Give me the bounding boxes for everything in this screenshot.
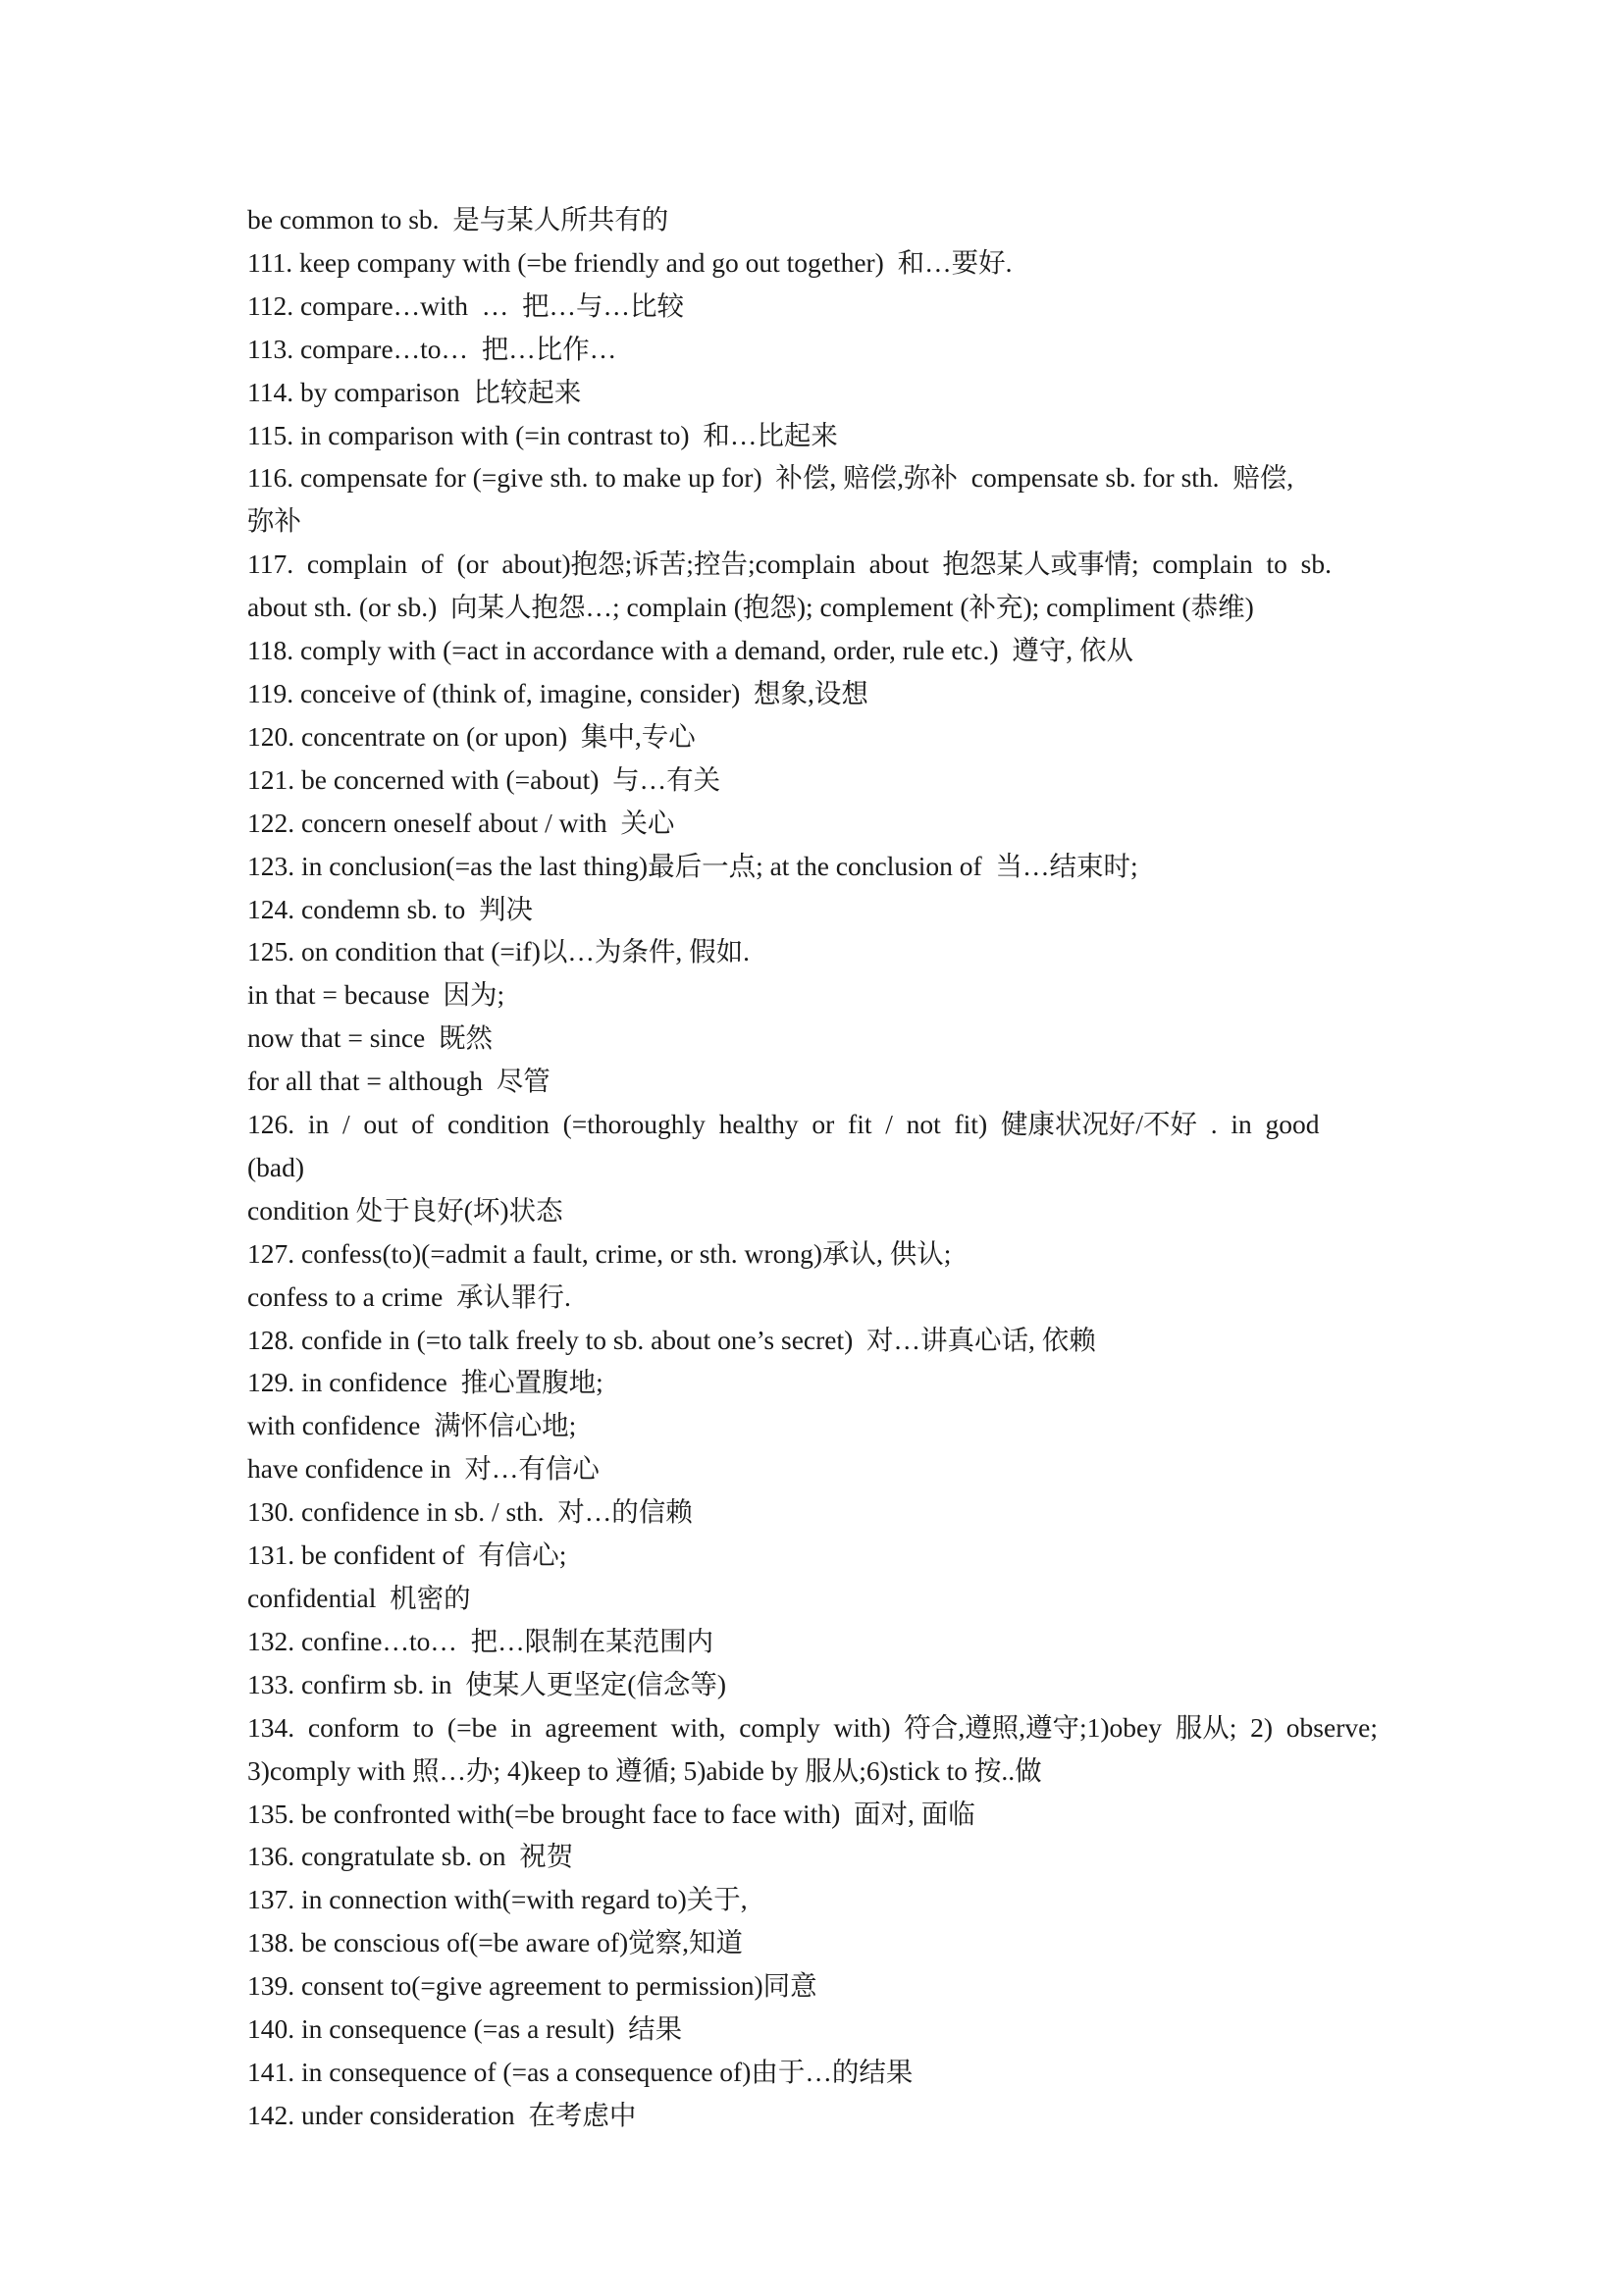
entry-line: 135. be confronted with(=be brought face to face with) 面对, 面临 — [247, 1798, 975, 1829]
entry-line: 140. in consequence (=as a result) 结果 — [247, 2013, 683, 2045]
entry-line-continuation: 弥补 — [247, 505, 301, 537]
entry-line: in that = because 因为; — [247, 979, 505, 1011]
entry-line: 138. be conscious of(=be aware of)觉察,知道 — [247, 1927, 744, 1958]
entry-line: 122. concern oneself about / with 关心 — [247, 807, 675, 838]
entry-line: 137. in connection with(=with regard to)关于, — [247, 1884, 748, 1915]
entry-line: 129. in confidence 推心置腹地; — [247, 1367, 603, 1398]
entry-line: 120. concentrate on (or upon) 集中,专心 — [247, 720, 696, 752]
entry-line: with confidence 满怀信心地; — [247, 1410, 577, 1441]
entry-line: 124. condemn sb. to 判决 — [247, 893, 534, 924]
entry-line: 114. by comparison 比较起来 — [247, 376, 582, 407]
entry-line: 126. in / out of condition (=thoroughly healthy or fit / not fit) 健康状况好/不好 . in good (bad) — [247, 1109, 1334, 1182]
entry-line: confidential 机密的 — [247, 1583, 471, 1613]
entry-line-continuation: 3)comply with 照…办; 4)keep to 遵循; 5)abide by 服从;6)stick to 按..做 — [247, 1754, 1042, 1786]
entry-line: 134. conform to (=be in agreement with, comply with) 符合,遵照,遵守;1)obey 服从; 2) observe; — [247, 1711, 1378, 1743]
entry-line-continuation: condition 处于良好(坏)状态 — [247, 1194, 563, 1226]
entry-line: 132. confine…to… 把…限制在某范围内 — [247, 1625, 714, 1656]
entry-line: 127. confess(to)(=admit a fault, crime, or sth. wrong)承认, 供认; — [247, 1237, 952, 1269]
entry-line: be common to sb. 是与某人所共有的 — [247, 204, 669, 235]
entry-line: 142. under consideration 在考虑中 — [247, 2099, 637, 2130]
entry-line: 118. comply with (=act in accordance with a demand, order, rule etc.) 遵守, 依从 — [247, 635, 1134, 666]
entry-line: 113. compare…to… 把…比作… — [247, 333, 617, 364]
entry-line: now that = since 既然 — [247, 1022, 493, 1054]
entry-line: 117. complain of (or about)抱怨;诉苦;控告;complain about 抱怨某人或事情; complain to sb. — [247, 548, 1332, 580]
entry-line: 130. confidence in sb. / sth. 对…的信赖 — [247, 1496, 693, 1528]
entry-line: 121. be concerned with (=about) 与…有关 — [247, 763, 721, 795]
entry-line: 136. congratulate sb. on 祝贺 — [247, 1841, 574, 1872]
vocabulary-list — [247, 198, 1389, 2137]
entry-line: 131. be confident of 有信心; — [247, 1539, 567, 1571]
entry-line: 123. in conclusion(=as the last thing)最后一点; at the conclusion of 当…结束时; — [247, 850, 1138, 881]
entry-line: for all that = although 尽管 — [247, 1066, 550, 1097]
entry-line: 141. in consequence of (=as a consequence of)由于…的结果 — [247, 2056, 914, 2087]
entry-line: 115. in comparison with (=in contrast to) 和…比起来 — [247, 419, 838, 450]
entry-line: have confidence in 对…有信心 — [247, 1453, 600, 1485]
entry-line: 125. on condition that (=if)以…为条件, 假如. — [247, 936, 750, 967]
entry-line: 139. consent to(=give agreement to permission)同意 — [247, 1970, 817, 2002]
entry-line: 119. conceive of (think of, imagine, consider) 想象,设想 — [247, 677, 868, 708]
entry-line-continuation: about sth. (or sb.) 向某人抱怨…; complain (抱怨); complement (补充); compliment (恭维) — [247, 592, 1254, 623]
entry-line: 133. confirm sb. in 使某人更坚定(信念等) — [247, 1668, 727, 1699]
entry-line: 116. compensate for (=give sth. to make up for) 补偿, 赔偿,弥补 compensate sb. for sth. 赔偿, — [247, 462, 1294, 494]
entry-line: 111. keep company with (=be friendly and go out together) 和…要好. — [247, 246, 1013, 278]
entry-line: 112. compare…with … 把…与…比较 — [247, 289, 685, 321]
entry-line: 128. confide in (=to talk freely to sb. about one’s secret) 对…讲真心话, 依赖 — [247, 1324, 1096, 1355]
entry-line: confess to a crime 承认罪行. — [247, 1280, 571, 1312]
